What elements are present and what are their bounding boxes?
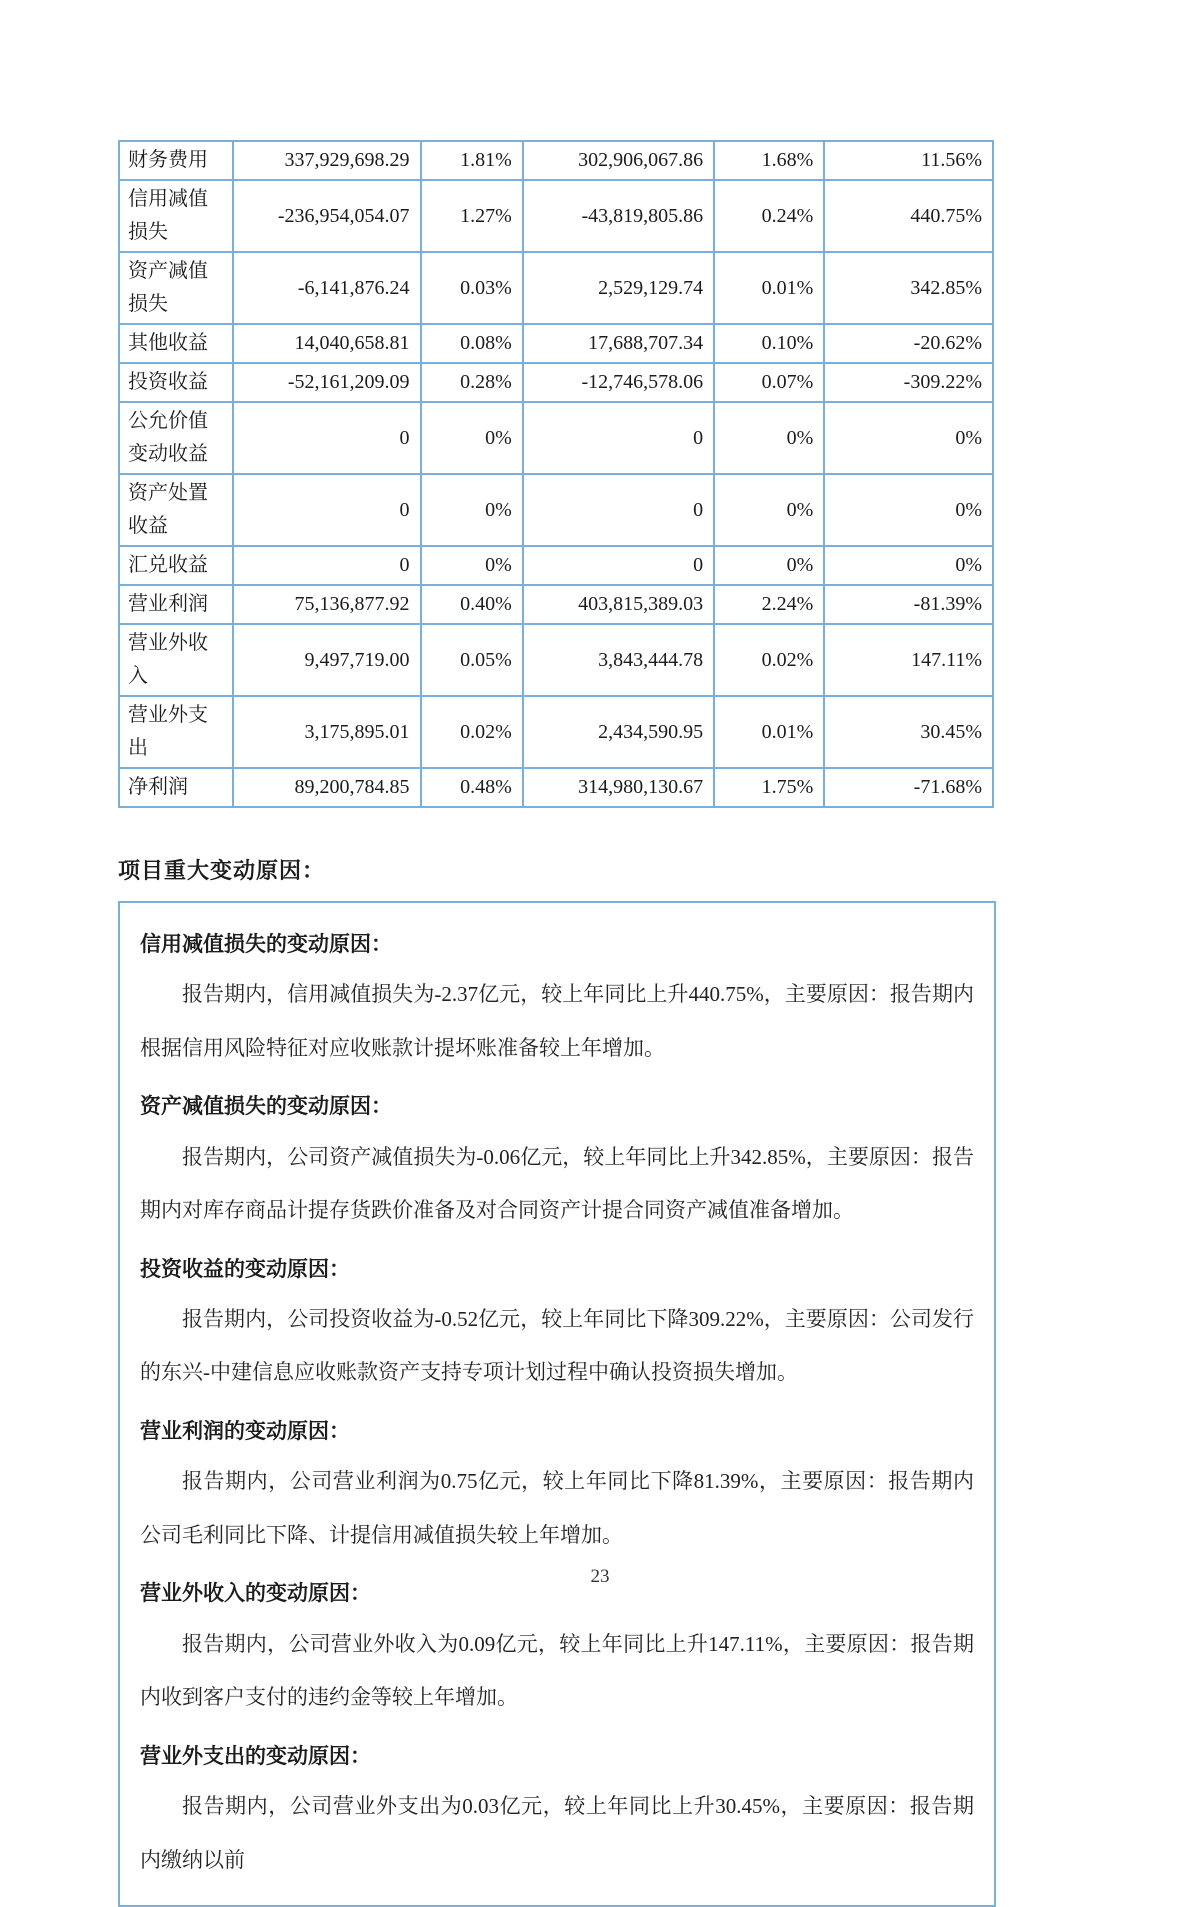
page-number: 23 bbox=[590, 1566, 610, 1587]
row-value: 0.08% bbox=[421, 324, 523, 363]
row-value: -43,819,805.86 bbox=[523, 180, 714, 252]
row-value: 0% bbox=[421, 402, 523, 474]
reasons-box bbox=[118, 901, 996, 1907]
row-label: 资产减值损失 bbox=[119, 252, 233, 324]
row-label: 汇兑收益 bbox=[119, 546, 233, 585]
row-value: 2,529,129.74 bbox=[523, 252, 714, 324]
row-value: 0.01% bbox=[714, 696, 824, 768]
table-row bbox=[119, 324, 993, 363]
row-value: 0 bbox=[523, 546, 714, 585]
row-label: 投资收益 bbox=[119, 363, 233, 402]
row-value: 1.81% bbox=[421, 141, 523, 180]
row-value: 0% bbox=[824, 474, 993, 546]
row-label: 营业外收入 bbox=[119, 624, 233, 696]
table-row bbox=[119, 768, 993, 807]
row-value: -52,161,209.09 bbox=[233, 363, 421, 402]
table-row bbox=[119, 474, 993, 546]
table-row bbox=[119, 624, 993, 696]
reason-heading: 资产减值损失的变动原因： bbox=[140, 1094, 392, 1119]
row-value: -12,746,578.06 bbox=[523, 363, 714, 402]
row-label: 信用减值损失 bbox=[119, 180, 233, 252]
row-value: 0 bbox=[233, 546, 421, 585]
table-row bbox=[119, 180, 993, 252]
row-value: 0.02% bbox=[714, 624, 824, 696]
row-value: 1.27% bbox=[421, 180, 523, 252]
reason-heading: 投资收益的变动原因： bbox=[140, 1256, 350, 1281]
row-value: 89,200,784.85 bbox=[233, 768, 421, 807]
row-value: 30.45% bbox=[824, 696, 993, 768]
row-value: 0% bbox=[421, 546, 523, 585]
row-value: -20.62% bbox=[824, 324, 993, 363]
reason-heading: 营业外收入的变动原因： bbox=[140, 1581, 371, 1606]
reason-paragraph: 报告期内，公司资产减值损失为-0.06亿元，较上年同比上升342.85%，主要原因：报告期内对库存商品计提存货跌价准备及对合同资产计提合同资产减值准备增加。 bbox=[140, 1144, 974, 1223]
row-value: 0% bbox=[714, 546, 824, 585]
row-value: 0.24% bbox=[714, 180, 824, 252]
page-content bbox=[118, 140, 996, 1907]
row-value: 75,136,877.92 bbox=[233, 585, 421, 624]
financial-table-body bbox=[119, 141, 993, 807]
reason-paragraph: 报告期内，信用减值损失为-2.37亿元，较上年同比上升440.75%，主要原因：报告期内根据信用风险特征对应收账款计提坏账准备较上年增加。 bbox=[140, 982, 974, 1060]
row-label: 净利润 bbox=[119, 768, 233, 807]
row-value: 0% bbox=[421, 474, 523, 546]
row-value: 3,843,444.78 bbox=[523, 624, 714, 696]
row-value: 17,688,707.34 bbox=[523, 324, 714, 363]
reason-heading: 信用减值损失的变动原因： bbox=[140, 932, 392, 956]
row-value: 342.85% bbox=[824, 252, 993, 324]
row-label: 财务费用 bbox=[119, 141, 233, 180]
row-value: 3,175,895.01 bbox=[233, 696, 421, 768]
row-value: 11.56% bbox=[824, 141, 993, 180]
row-value: 0% bbox=[824, 546, 993, 585]
row-value: 0.03% bbox=[421, 252, 523, 324]
row-value: 302,906,067.86 bbox=[523, 141, 714, 180]
table-row bbox=[119, 402, 993, 474]
row-label: 其他收益 bbox=[119, 324, 233, 363]
row-value: 337,929,698.29 bbox=[233, 141, 421, 180]
reason-heading: 营业外支出的变动原因： bbox=[140, 1743, 371, 1768]
row-value: 0.28% bbox=[421, 363, 523, 402]
row-value: 0.40% bbox=[421, 585, 523, 624]
row-value: 0.10% bbox=[714, 324, 824, 363]
row-value: 314,980,130.67 bbox=[523, 768, 714, 807]
row-value: -71.68% bbox=[824, 768, 993, 807]
row-value: 147.11% bbox=[824, 624, 993, 696]
row-value: 0.01% bbox=[714, 252, 824, 324]
row-label: 资产处置收益 bbox=[119, 474, 233, 546]
row-label: 公允价值变动收益 bbox=[119, 402, 233, 474]
row-value: -6,141,876.24 bbox=[233, 252, 421, 324]
row-value: 0.05% bbox=[421, 624, 523, 696]
table-row bbox=[119, 141, 993, 180]
row-value: 0 bbox=[233, 402, 421, 474]
row-value: 0% bbox=[824, 402, 993, 474]
row-label: 营业利润 bbox=[119, 585, 233, 624]
row-value: 0.02% bbox=[421, 696, 523, 768]
row-value: 2,434,590.95 bbox=[523, 696, 714, 768]
table-row bbox=[119, 363, 993, 402]
row-value: 9,497,719.00 bbox=[233, 624, 421, 696]
reason-paragraph: 报告期内，公司投资收益为-0.52亿元，较上年同比下降309.22%，主要原因：公司发行的东兴-中建信息应收账款资产支持专项计划过程中确认投资损失增加。 bbox=[140, 1306, 974, 1385]
table-row bbox=[119, 252, 993, 324]
table-row bbox=[119, 585, 993, 624]
row-value: 403,815,389.03 bbox=[523, 585, 714, 624]
row-value: 1.68% bbox=[714, 141, 824, 180]
row-value: 1.75% bbox=[714, 768, 824, 807]
table-row bbox=[119, 546, 993, 585]
row-value: -81.39% bbox=[824, 585, 993, 624]
row-value: 0 bbox=[523, 402, 714, 474]
row-value: 2.24% bbox=[714, 585, 824, 624]
reason-paragraph: 报告期内，公司营业外支出为0.03亿元，较上年同比上升30.45%，主要原因：报告期内缴纳以前 bbox=[140, 1793, 974, 1872]
reason-heading: 营业利润的变动原因： bbox=[140, 1419, 350, 1444]
row-value: 14,040,658.81 bbox=[233, 324, 421, 363]
reason-paragraph: 报告期内，公司营业利润为0.75亿元，较上年同比下降81.39%，主要原因：报告期内公司毛利同比下降、计提信用减值损失较上年增加。 bbox=[140, 1469, 974, 1547]
row-value: 440.75% bbox=[824, 180, 993, 252]
row-value: -309.22% bbox=[824, 363, 993, 402]
row-value: 0 bbox=[523, 474, 714, 546]
table-row bbox=[119, 696, 993, 768]
financial-table bbox=[118, 140, 994, 808]
section-title: 项目重大变动原因： bbox=[118, 858, 326, 883]
row-label: 营业外支出 bbox=[119, 696, 233, 768]
row-value: 0 bbox=[233, 474, 421, 546]
row-value: -236,954,054.07 bbox=[233, 180, 421, 252]
reason-paragraph: 报告期内，公司营业外收入为0.09亿元，较上年同比上升147.11%，主要原因：报告期内收到客户支付的违约金等较上年增加。 bbox=[140, 1631, 974, 1710]
row-value: 0.48% bbox=[421, 768, 523, 807]
row-value: 0.07% bbox=[714, 363, 824, 402]
row-value: 0% bbox=[714, 474, 824, 546]
row-value: 0% bbox=[714, 402, 824, 474]
